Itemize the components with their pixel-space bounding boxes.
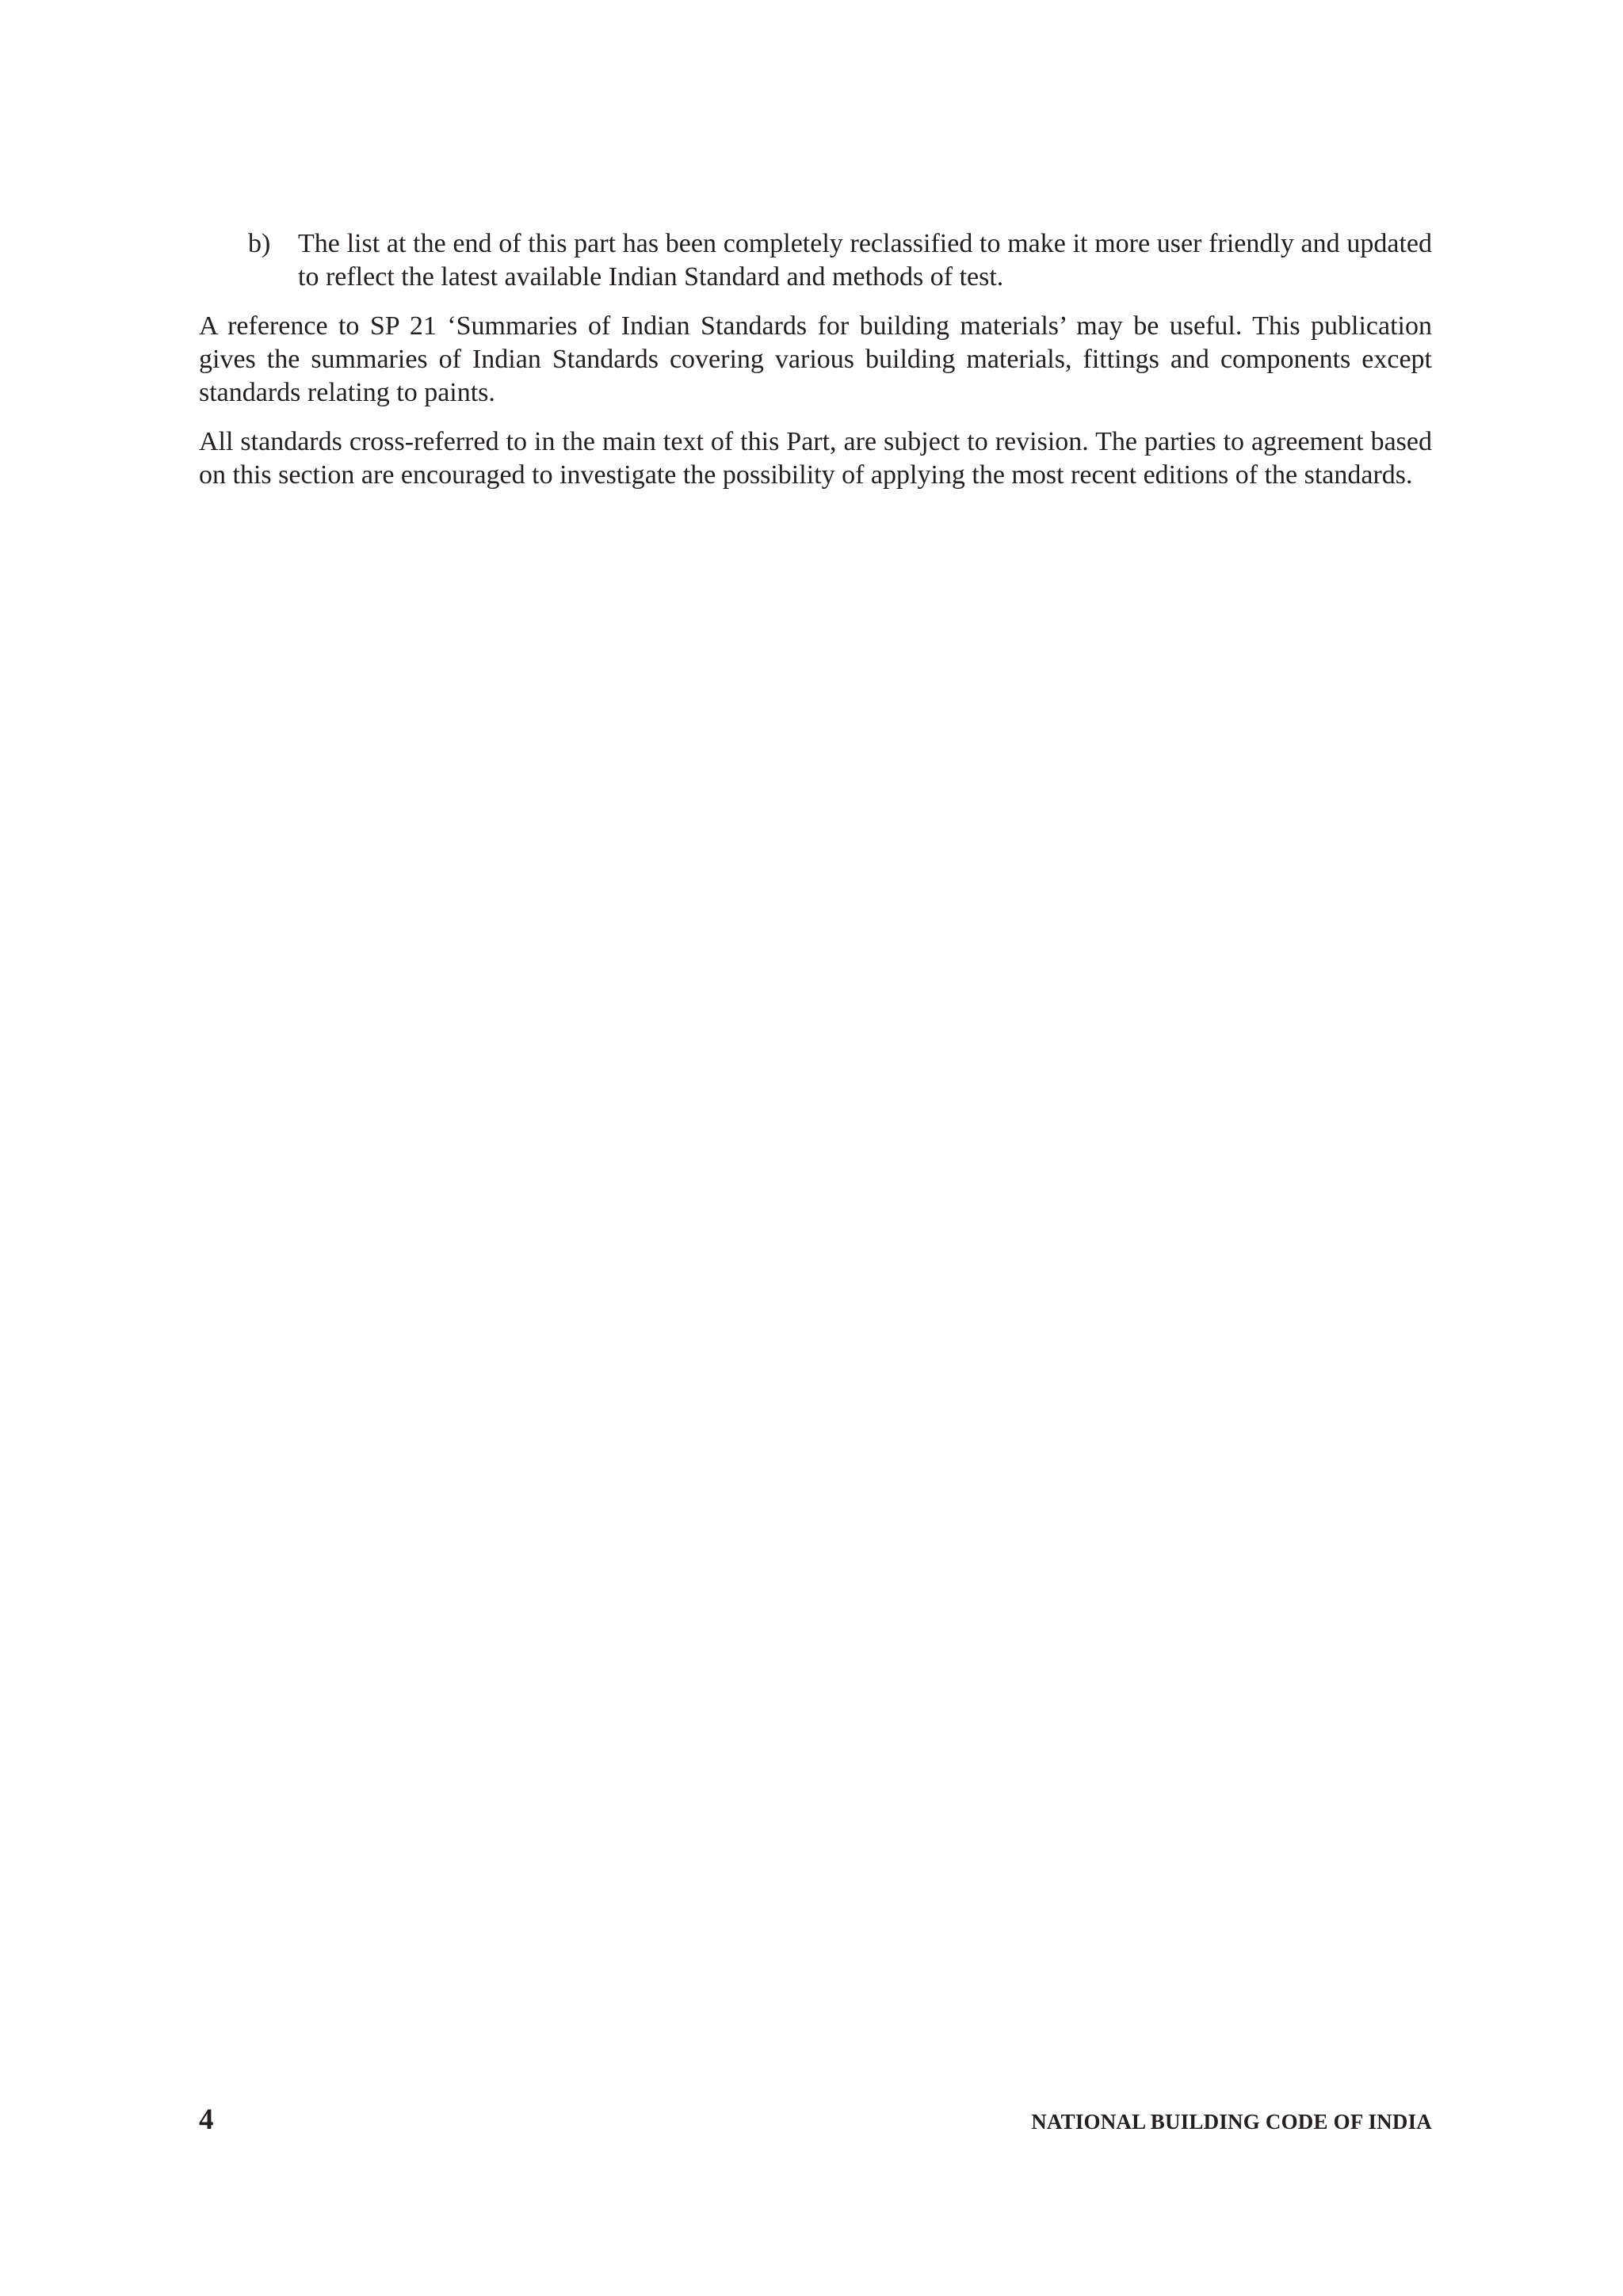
list-marker: b) <box>248 229 271 258</box>
page-number: 4 <box>199 2103 214 2136</box>
body-text <box>199 227 1432 508</box>
list-item-text: The list at the end of this part has been completely reclassified to make it more user friendly and updated to reflect the latest available Indian Standard and methods of test. <box>298 229 1432 292</box>
paragraph-standards-revision: All standards cross-referred to in the main text of this Part, are subject to revision. The parties to agreement based on this section are encouraged to investigate the possibility of applying the most recent editions of the standards. <box>199 427 1432 490</box>
list-item-b <box>199 227 1432 294</box>
paragraph-sp21-reference: A reference to SP 21 ‘Summaries of Indian Standards for building materials’ may be useful. This publication gives the summaries of Indian Standards covering various building materials, fittings and components except standards relating to paints. <box>199 311 1432 407</box>
page-footer <box>199 2101 1432 2139</box>
running-footer-title: NATIONAL BUILDING CODE OF INDIA <box>1031 2110 1432 2134</box>
